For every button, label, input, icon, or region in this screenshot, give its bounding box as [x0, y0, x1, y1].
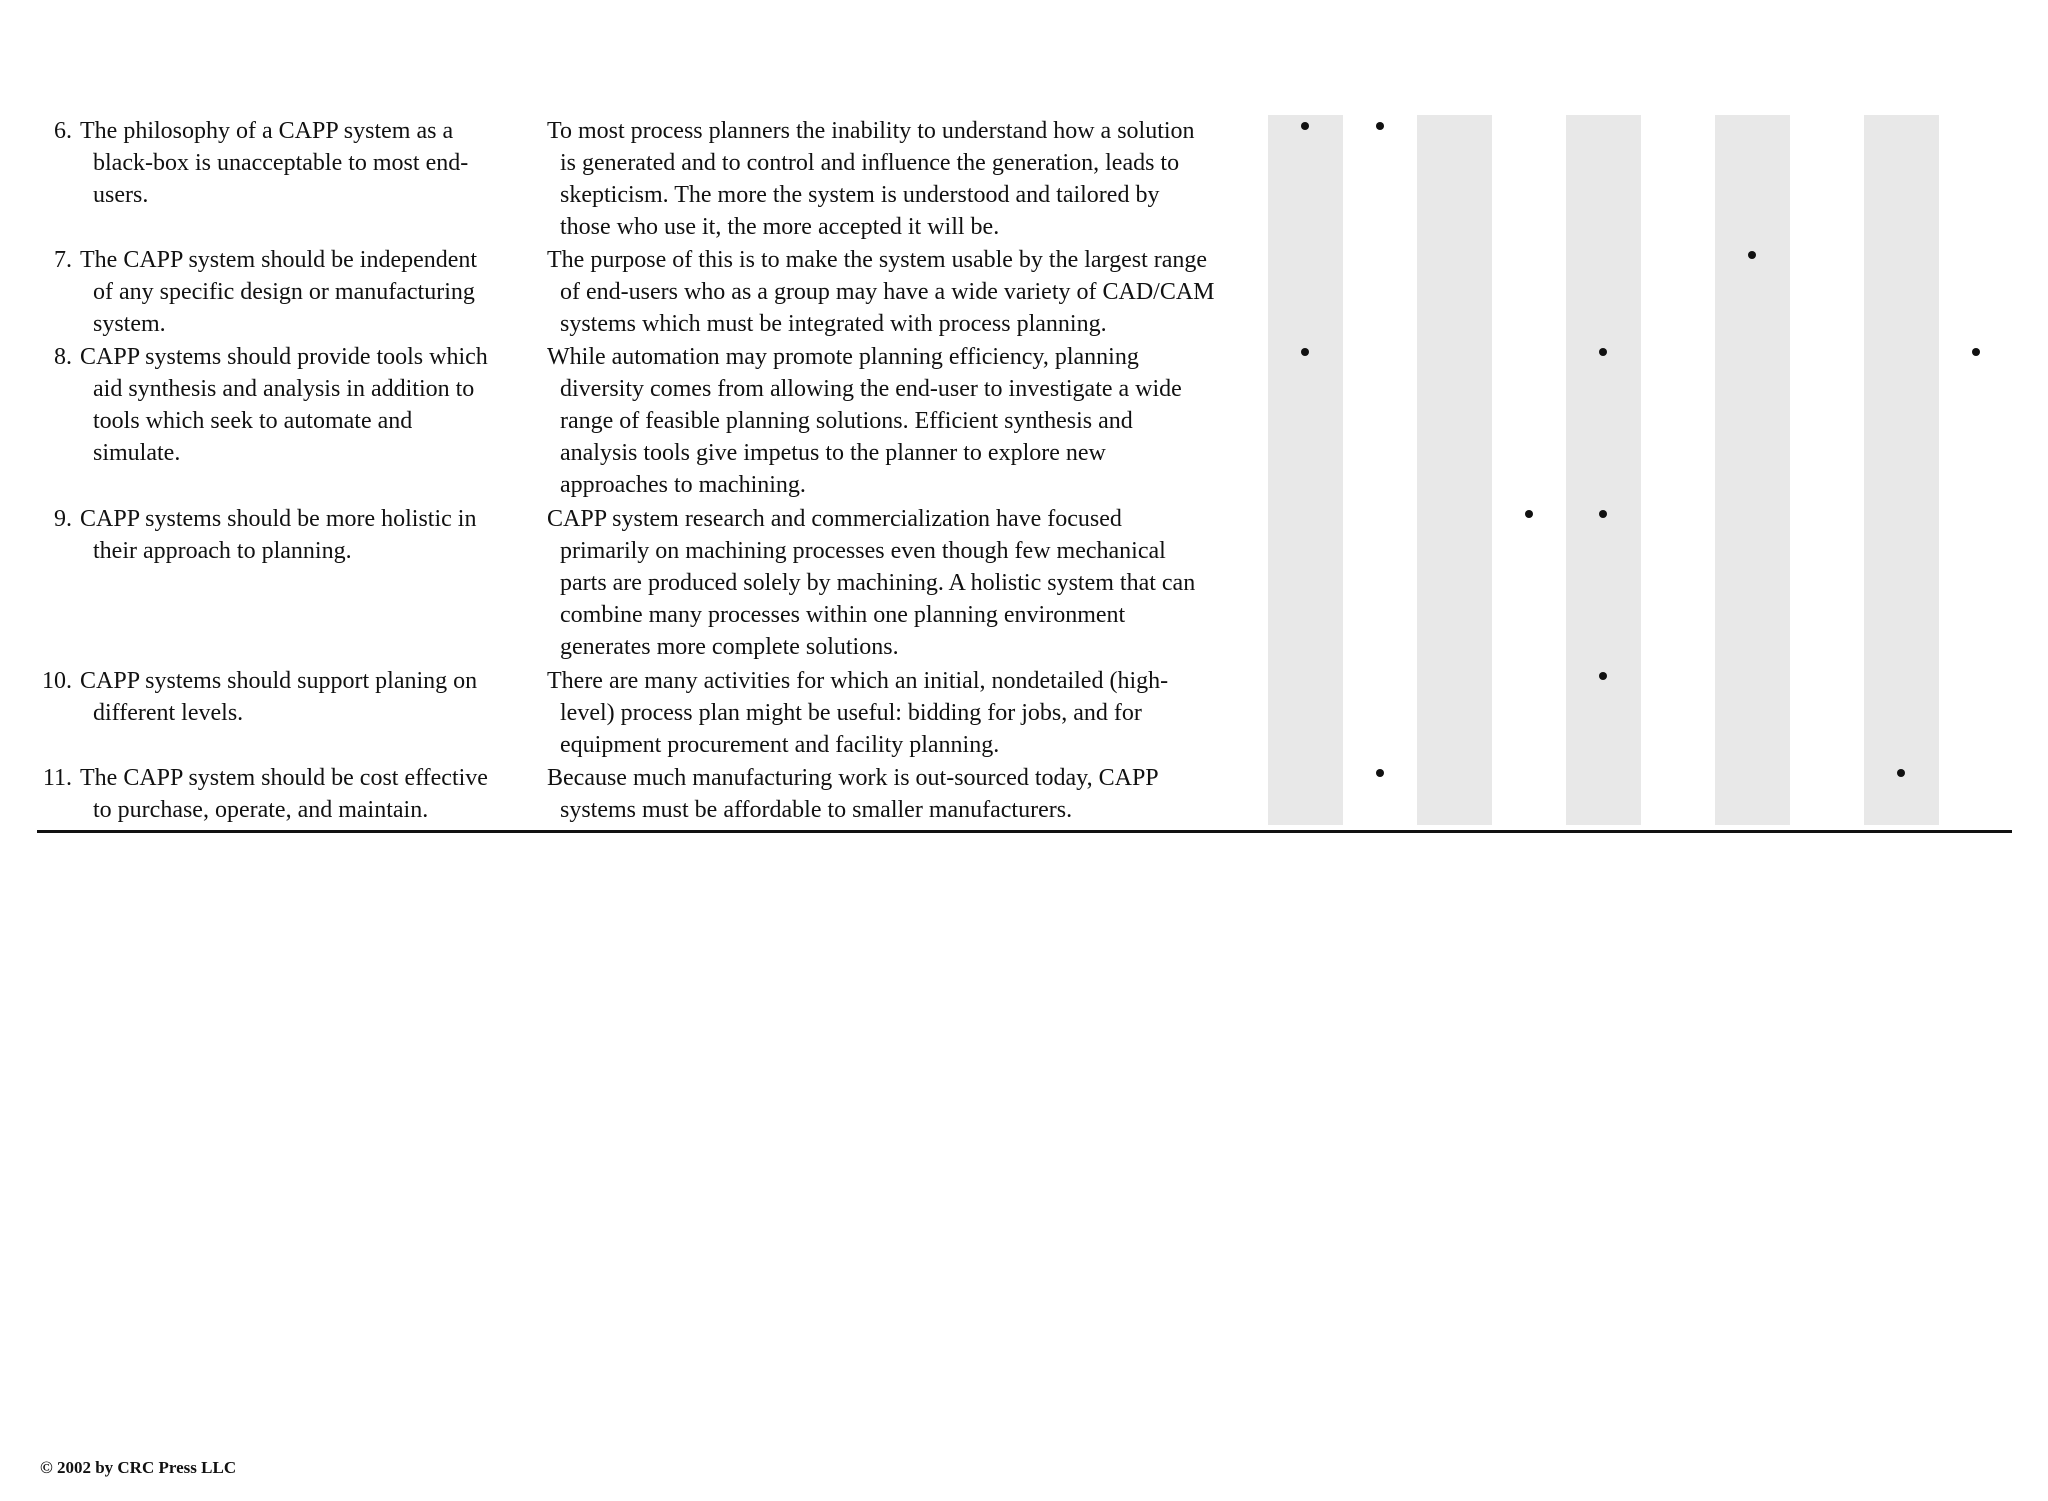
- requirement-line: of any specific design or manufacturing: [93, 279, 475, 305]
- marker-dot: [1376, 769, 1384, 777]
- description-text: [547, 115, 1260, 243]
- marker-dot: [1599, 672, 1607, 680]
- description-line: approaches to machining.: [560, 472, 806, 498]
- copyright-notice: © 2002 by CRC Press LLC: [40, 1458, 237, 1477]
- column-stripe-5: [1566, 115, 1641, 825]
- requirement-text: [80, 665, 533, 729]
- description-line: CAPP system research and commercialization have focused: [547, 506, 1122, 532]
- description-text: [547, 503, 1260, 663]
- description-line: equipment procurement and facility planning.: [560, 732, 1000, 758]
- requirement-line: simulate.: [93, 440, 181, 466]
- table-bottom-rule: [37, 830, 2012, 833]
- requirement-line: The CAPP system should be cost effective: [80, 765, 488, 791]
- column-stripe-3: [1417, 115, 1492, 825]
- column-stripe-9: [1864, 115, 1939, 825]
- description-line: combine many processes within one planning environment: [560, 602, 1126, 628]
- marker-dot: [1301, 348, 1309, 356]
- marker-dot: [1599, 510, 1607, 518]
- requirement-line: different levels.: [93, 700, 244, 726]
- description-line: analysis tools give impetus to the planner to explore new: [560, 440, 1106, 466]
- description-line: diversity comes from allowing the end-user to investigate a wide: [560, 376, 1182, 402]
- description-line: primarily on machining processes even though few mechanical: [560, 538, 1166, 564]
- description-text: [547, 341, 1260, 501]
- description-line: range of feasible planning solutions. Efficient synthesis and: [560, 408, 1133, 434]
- requirement-line: CAPP systems should provide tools which: [80, 344, 488, 370]
- requirement-line: users.: [93, 182, 149, 208]
- description-line: generates more complete solutions.: [560, 634, 899, 660]
- row-number: 9.: [54, 506, 72, 532]
- row-number: 6.: [54, 118, 72, 144]
- column-stripe-7: [1715, 115, 1790, 825]
- marker-dot: [1748, 251, 1756, 259]
- description-line: skepticism. The more the system is understood and tailored by: [560, 182, 1160, 208]
- description-text: [547, 665, 1260, 761]
- requirement-line: CAPP systems should support planing on: [80, 668, 478, 694]
- requirement-text: [80, 244, 533, 340]
- description-line: While automation may promote planning efficiency, planning: [547, 344, 1139, 370]
- description-line: of end-users who as a group may have a wide variety of CAD/CAM: [560, 279, 1215, 305]
- requirement-line: system.: [93, 311, 166, 337]
- requirement-text: [80, 341, 533, 469]
- requirement-line: The philosophy of a CAPP system as a: [80, 118, 454, 144]
- row-number: 11.: [42, 765, 72, 791]
- description-line: level) process plan might be useful: bidding for jobs, and for: [560, 700, 1142, 726]
- column-stripe-1: [1268, 115, 1343, 825]
- requirement-line: their approach to planning.: [93, 538, 352, 564]
- description-line: The purpose of this is to make the system usable by the largest range: [547, 247, 1208, 273]
- requirement-line: The CAPP system should be independent: [80, 247, 478, 273]
- requirement-text: [80, 503, 533, 567]
- marker-dot: [1897, 769, 1905, 777]
- description-line: To most process planners the inability to understand how a solution: [547, 118, 1195, 144]
- description-line: systems must be affordable to smaller manufacturers.: [560, 797, 1073, 823]
- description-line: is generated and to control and influence the generation, leads to: [560, 150, 1180, 176]
- description-line: those who use it, the more accepted it will be.: [560, 214, 1000, 240]
- marker-dot: [1376, 122, 1384, 130]
- description-line: systems which must be integrated with process planning.: [560, 311, 1107, 337]
- row-number: 7.: [54, 247, 72, 273]
- requirement-line: aid synthesis and analysis in addition to: [93, 376, 475, 402]
- requirement-line: to purchase, operate, and maintain.: [93, 797, 429, 823]
- marker-dot: [1599, 348, 1607, 356]
- requirement-text: [80, 762, 533, 826]
- description-line: parts are produced solely by machining. A holistic system that can: [560, 570, 1196, 596]
- requirement-line: black-box is unacceptable to most end-: [93, 150, 469, 176]
- marker-dot: [1301, 122, 1309, 130]
- row-number: 8.: [54, 344, 72, 370]
- marker-dot: [1525, 510, 1533, 518]
- requirement-text: [80, 115, 533, 211]
- requirement-line: CAPP systems should be more holistic in: [80, 506, 477, 532]
- description-text: [547, 244, 1260, 340]
- description-text: [547, 762, 1260, 826]
- marker-dot: [1972, 348, 1980, 356]
- requirement-line: tools which seek to automate and: [93, 408, 413, 434]
- description-line: Because much manufacturing work is out-sourced today, CAPP: [547, 765, 1159, 791]
- description-line: There are many activities for which an initial, nondetailed (high-: [547, 668, 1169, 694]
- row-number: 10.: [42, 668, 72, 694]
